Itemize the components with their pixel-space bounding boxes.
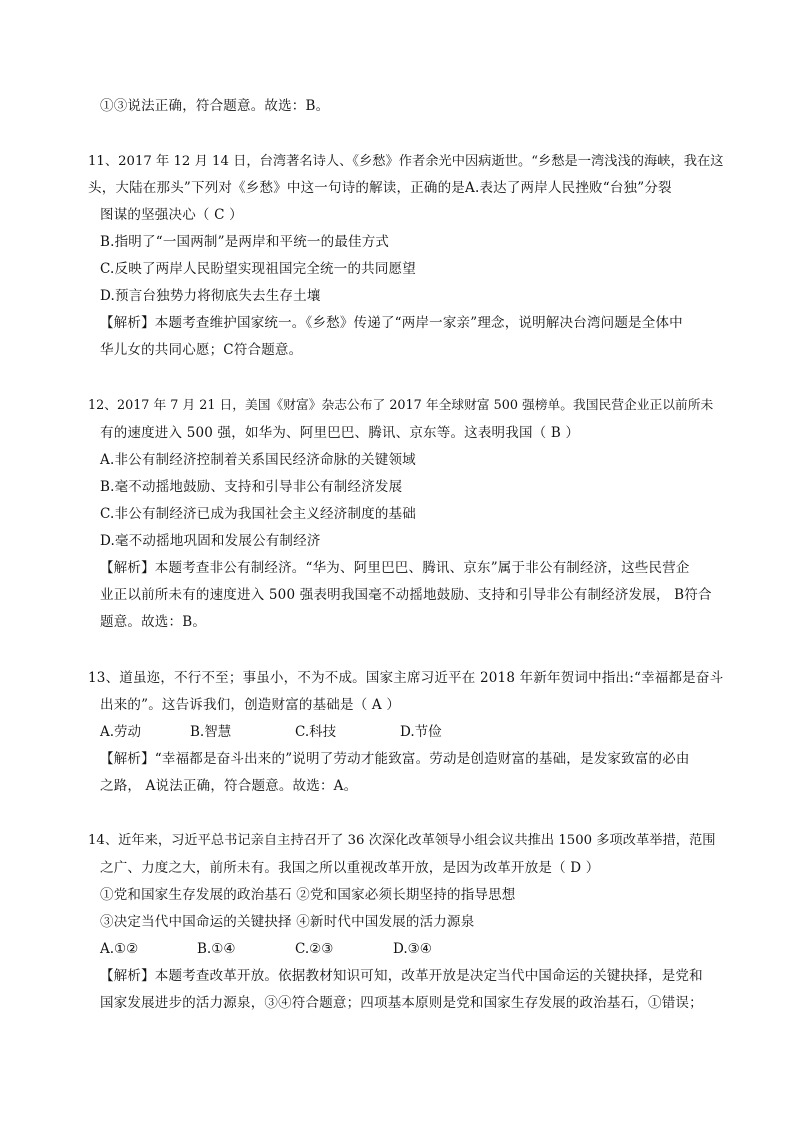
q12-analysis-line-3: 题意。故选：B。 — [100, 614, 207, 630]
q14-analysis-line-2: 国家发展进步的活力源泉，③④符合题意；四项基本原则是党和国家生存发展的政治基石，①错误； — [100, 995, 703, 1011]
q11-stem-line-2: 头，大陆在那头”下列对《乡愁》中这一句诗的解读，正确的是A.表达了两岸人民挫败“台独”分裂 — [88, 180, 672, 196]
q12-option-d: D.毫不动摇地巩固和发展公有制经济 — [100, 533, 321, 549]
q11-option-d: D.预言台独势力将彻底失去生存土壤 — [100, 288, 321, 304]
q14-stem-line-1: 14、近年来，习近平总书记亲自主持召开了 36 次深化改革领导小组会议共推出 1500 多项改革举措，范围 — [88, 833, 716, 848]
q13-option-d: D.节俭 — [400, 724, 442, 740]
q13-option-a: A.劳动 — [100, 724, 142, 740]
q14-statements-line-2: ③决定当代中国命运的关键抉择 ④新时代中国发展的活力源泉 — [100, 914, 475, 930]
q11-stem-line-1: 11、2017 年 12 月 14 日，台湾著名诗人、《乡愁》作者余光中因病逝世。“乡愁是一湾浅浅的海峡，我在这 — [88, 154, 724, 169]
q11-option-c: C.反映了两岸人民盼望实现祖国完全统一的共同愿望 — [100, 261, 416, 277]
q14-option-d: D.③④ — [393, 941, 432, 957]
q11-analysis-line-1: 【解析】本题考查维护国家统一。《乡愁》传递了“两岸一家亲”理念，说明解决台湾问题是全体中 — [100, 315, 683, 331]
q12-stem-line-1: 12、2017 年 7 月 21 日，美国《财富》杂志公布了 2017 年全球财富 500 强榜单。我国民营企业正以前所未 — [88, 398, 714, 413]
q13-stem-line-1: 13、道虽迩，不行不至；事虽小，不为不成。国家主席习近平在 2018 年新年贺词中指出:“幸福都是奋斗 — [88, 670, 724, 686]
q13-stem-line-2: 出来的”。这告诉我们，创造财富的基础是（ A ） — [100, 697, 401, 713]
q14-stem-line-2: 之广、力度之大，前所未有。我国之所以重视改革开放，是因为改革开放是（ D ） — [100, 860, 600, 876]
q11-stem-line-3: 图谋的坚强决心（ C ） — [100, 207, 243, 223]
previous-answer-tail: ①③说法正确，符合题意。故选：B。 — [100, 98, 330, 114]
q13-option-c: C.科技 — [295, 724, 337, 740]
q13-option-b: B.智慧 — [190, 724, 232, 740]
q14-analysis-line-1: 【解析】本题考查改革开放。依据教材知识可知，改革开放是决定当代中国命运的关键抉择，是党和 — [100, 968, 703, 984]
q12-option-c: C.非公有制经济已成为我国社会主义经济制度的基础 — [100, 506, 416, 522]
q13-analysis-line-1: 【解析】“幸福都是奋斗出来的”说明了劳动才能致富。劳动是创造财富的基础，是发家致富的必由 — [100, 751, 690, 767]
q14-statements-line-1: ①党和国家生存发展的政治基石 ②党和国家必须长期坚持的指导思想 — [100, 887, 516, 903]
q11-option-b: B.指明了“一国两制”是两岸和平统一的最佳方式 — [100, 234, 390, 250]
q14-option-c: C.②③ — [295, 941, 334, 957]
q11-analysis-line-2: 华儿女的共同心愿；C符合题意。 — [100, 342, 303, 358]
q12-option-a: A.非公有制经济控制着关系国民经济命脉的关键领域 — [100, 452, 416, 468]
q12-stem-line-2: 有的速度进入 500 强，如华为、阿里巴巴、腾讯、京东等。这表明我国（ B ） — [100, 425, 580, 441]
q13-analysis-line-2: 之路， A说法正确，符合题意。故选：A。 — [100, 778, 358, 794]
q12-analysis-line-2: 业正以前所未有的速度进入 500 强表明我国毫不动摇地鼓励、支持和引导非公有制经济发展， B符合 — [100, 587, 712, 603]
q12-option-b: B.毫不动摇地鼓励、支持和引导非公有制经济发展 — [100, 479, 403, 495]
q14-option-b: B.①④ — [197, 941, 236, 957]
q12-analysis-line-1: 【解析】本题考查非公有制经济。“华为、阿里巴巴、腾讯、京东”属于非公有制经济，这些民营企 — [100, 560, 690, 576]
q14-option-a: A.①② — [100, 941, 139, 957]
